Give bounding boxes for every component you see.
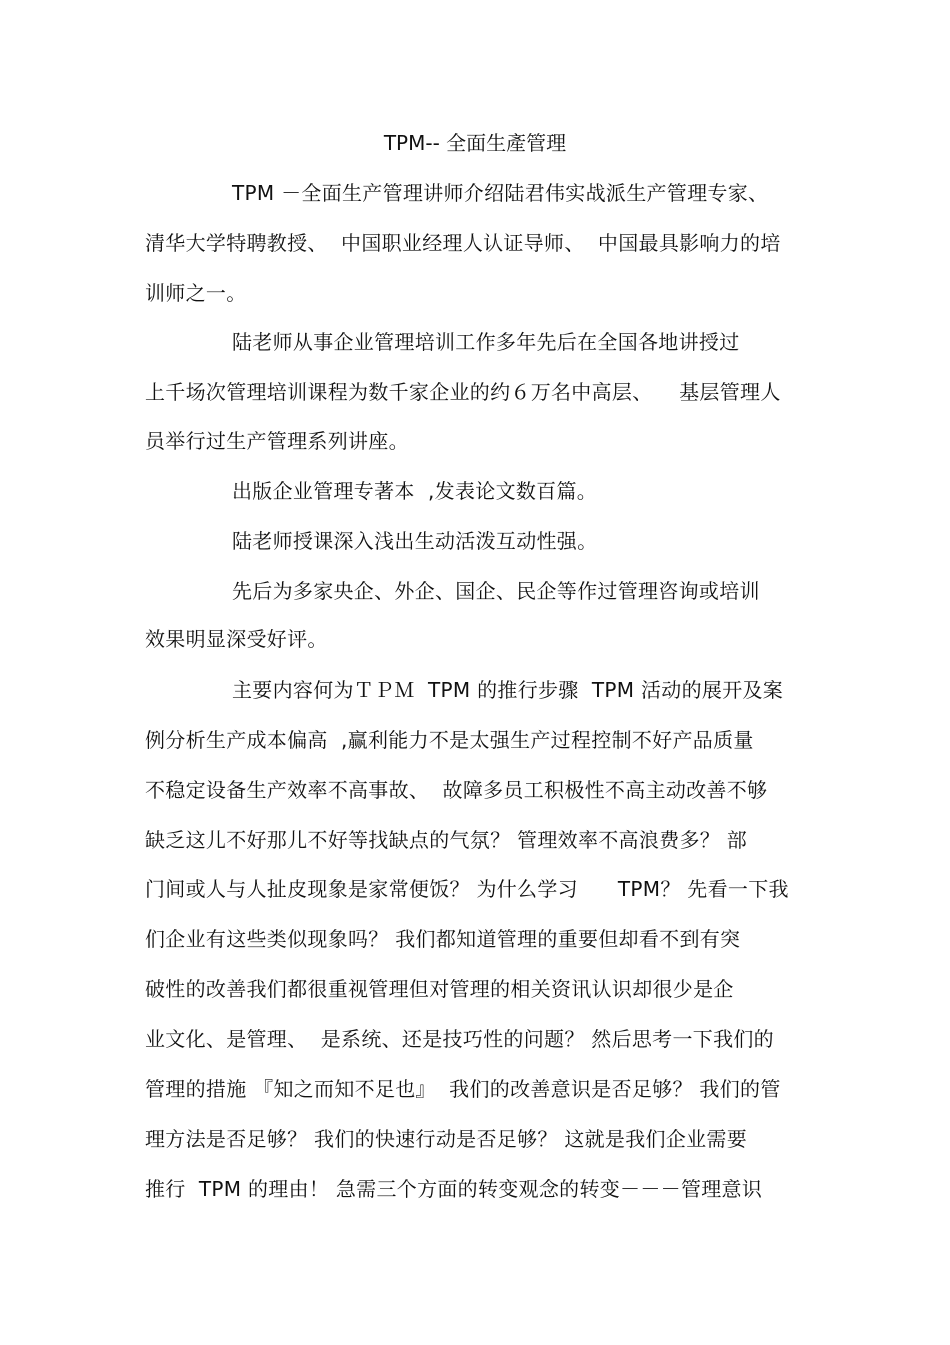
paragraph-line: 业文化、是管理、 是系统、还是技巧性的问题？ 然后思考一下我们的: [145, 1027, 774, 1051]
paragraph-line: 训师之一。: [145, 281, 247, 305]
paragraph-line: 不稳定设备生产效率不高事故、 故障多员工积极性不高主动改善不够: [145, 778, 768, 802]
paragraph-line: 破性的改善我们都很重视管理但对管理的相关资讯认识却很少是企: [145, 977, 734, 1001]
paragraph-line: 效果明显深受好评。: [145, 627, 328, 651]
paragraph-line: 们企业有这些类似现象吗？ 我们都知道管理的重要但却看不到有突: [145, 927, 741, 951]
paragraph-line: 管理的措施 『知之而知不足也』 我们的改善意识是否足够？ 我们的管: [145, 1077, 781, 1101]
paragraph-line: 出版企业管理专著本 ,发表论文数百篇。: [232, 479, 598, 503]
paragraph-line: 陆老师从事企业管理培训工作多年先后在全国各地讲授过: [232, 330, 740, 354]
paragraph-line: 主要内容何为ＴＰＭ TPM 的推行步骤 TPM 活动的展开及案: [232, 678, 784, 702]
paragraph-line: 例分析生产成本偏高 ,赢利能力不是太强生产过程控制不好产品质量: [145, 728, 754, 752]
paragraph-line: 员举行过生产管理系列讲座。: [145, 429, 409, 453]
paragraph-line: 门间或人与人扯皮现象是家常便饭？ 为什么学习 TPM？ 先看一下我: [145, 877, 789, 901]
paragraph-line: 陆老师授课深入浅出生动活泼互动性强。: [232, 529, 598, 553]
paragraph-line: 理方法是否足够？ 我们的快速行动是否足够？ 这就是我们企业需要: [145, 1127, 748, 1151]
paragraph-line: TPM －全面生产管理讲师介绍陆君伟实战派生产管理专家、: [232, 181, 769, 205]
paragraph-line: 推行 TPM 的理由！ 急需三个方面的转变观念的转变－－－管理意识: [145, 1177, 763, 1201]
paragraph-line: 先后为多家央企、外企、国企、民企等作过管理咨询或培训: [232, 579, 760, 603]
paragraph-line: 缺乏这儿不好那儿不好等找缺点的气氛？ 管理效率不高浪费多？ 部: [145, 828, 748, 852]
paragraph-line: 上千场次管理培训课程为数千家企业的约６万名中高层、 基层管理人: [145, 380, 781, 404]
paragraph-line: 清华大学特聘教授、 中国职业经理人认证导师、 中国最具影响力的培: [145, 231, 781, 255]
document-title: TPM-- 全面生產管理: [383, 131, 567, 155]
